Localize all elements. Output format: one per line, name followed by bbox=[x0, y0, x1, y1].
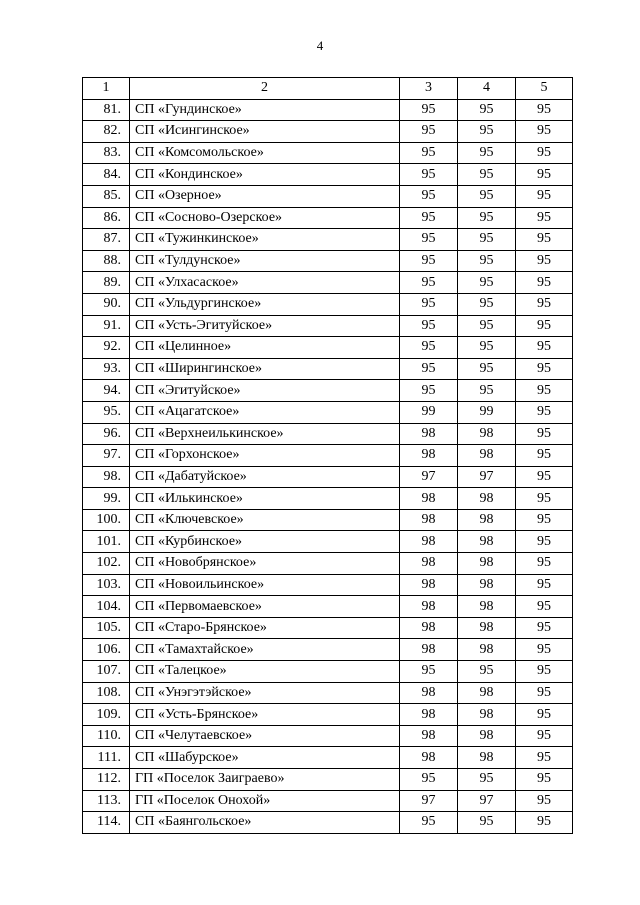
settlement-name: СП «Тужинкинское» bbox=[130, 229, 400, 251]
table-row bbox=[83, 380, 573, 402]
row-number: 83. bbox=[83, 142, 130, 164]
value-col-4: 98 bbox=[458, 574, 516, 596]
value-col-3: 98 bbox=[400, 617, 458, 639]
settlement-name: СП «Тамахтайское» bbox=[130, 639, 400, 661]
row-number: 88. bbox=[83, 250, 130, 272]
value-col-5: 95 bbox=[516, 272, 573, 294]
table-row bbox=[83, 99, 573, 121]
settlement-name: СП «Усть-Брянское» bbox=[130, 704, 400, 726]
table-row bbox=[83, 164, 573, 186]
value-col-5: 95 bbox=[516, 553, 573, 575]
row-number: 89. bbox=[83, 272, 130, 294]
settlement-name: СП «Горхонское» bbox=[130, 445, 400, 467]
settlement-name: СП «Курбинское» bbox=[130, 531, 400, 553]
value-col-5: 95 bbox=[516, 445, 573, 467]
value-col-4: 98 bbox=[458, 596, 516, 618]
row-number: 99. bbox=[83, 488, 130, 510]
table-row bbox=[83, 337, 573, 359]
table-row bbox=[83, 445, 573, 467]
table-row bbox=[83, 121, 573, 143]
value-col-3: 97 bbox=[400, 466, 458, 488]
settlement-name: ГП «Поселок Заиграево» bbox=[130, 769, 400, 791]
value-col-3: 98 bbox=[400, 531, 458, 553]
row-number: 107. bbox=[83, 661, 130, 683]
table-row bbox=[83, 272, 573, 294]
value-col-4: 98 bbox=[458, 725, 516, 747]
settlement-name: СП «Гундинское» bbox=[130, 99, 400, 121]
row-number: 81. bbox=[83, 99, 130, 121]
settlement-name: СП «Талецкое» bbox=[130, 661, 400, 683]
value-col-4: 95 bbox=[458, 380, 516, 402]
table-row bbox=[83, 553, 573, 575]
value-col-3: 95 bbox=[400, 121, 458, 143]
row-number: 91. bbox=[83, 315, 130, 337]
settlement-name: СП «Сосново-Озерское» bbox=[130, 207, 400, 229]
value-col-4: 95 bbox=[458, 661, 516, 683]
settlement-name: СП «Старо-Брянское» bbox=[130, 617, 400, 639]
value-col-3: 98 bbox=[400, 704, 458, 726]
value-col-5: 95 bbox=[516, 812, 573, 834]
table-row bbox=[83, 423, 573, 445]
value-col-3: 95 bbox=[400, 272, 458, 294]
settlement-name: СП «Целинное» bbox=[130, 337, 400, 359]
value-col-4: 95 bbox=[458, 293, 516, 315]
row-number: 97. bbox=[83, 445, 130, 467]
value-col-3: 95 bbox=[400, 769, 458, 791]
value-col-5: 95 bbox=[516, 99, 573, 121]
table-row bbox=[83, 358, 573, 380]
settlement-name: СП «Ширингинское» bbox=[130, 358, 400, 380]
settlement-name: СП «Новобрянское» bbox=[130, 553, 400, 575]
table-row bbox=[83, 704, 573, 726]
table-row bbox=[83, 401, 573, 423]
settlement-name: СП «Первомаевское» bbox=[130, 596, 400, 618]
value-col-4: 95 bbox=[458, 185, 516, 207]
value-col-4: 95 bbox=[458, 337, 516, 359]
row-number: 93. bbox=[83, 358, 130, 380]
column-header: 3 bbox=[400, 78, 458, 100]
row-number: 112. bbox=[83, 769, 130, 791]
value-col-5: 95 bbox=[516, 682, 573, 704]
table-body bbox=[83, 99, 573, 833]
row-number: 110. bbox=[83, 725, 130, 747]
value-col-3: 95 bbox=[400, 358, 458, 380]
value-col-4: 95 bbox=[458, 121, 516, 143]
value-col-5: 95 bbox=[516, 704, 573, 726]
table-row bbox=[83, 250, 573, 272]
value-col-3: 95 bbox=[400, 337, 458, 359]
table-row bbox=[83, 725, 573, 747]
row-number: 113. bbox=[83, 790, 130, 812]
value-col-5: 95 bbox=[516, 315, 573, 337]
settlement-name: СП «Илькинское» bbox=[130, 488, 400, 510]
value-col-4: 95 bbox=[458, 250, 516, 272]
row-number: 86. bbox=[83, 207, 130, 229]
table-row bbox=[83, 682, 573, 704]
row-number: 106. bbox=[83, 639, 130, 661]
value-col-3: 98 bbox=[400, 445, 458, 467]
column-header: 5 bbox=[516, 78, 573, 100]
settlement-name: СП «Тулдунское» bbox=[130, 250, 400, 272]
value-col-4: 98 bbox=[458, 445, 516, 467]
row-number: 82. bbox=[83, 121, 130, 143]
value-col-4: 98 bbox=[458, 682, 516, 704]
table-row bbox=[83, 509, 573, 531]
value-col-3: 98 bbox=[400, 639, 458, 661]
value-col-5: 95 bbox=[516, 358, 573, 380]
settlement-name: СП «Ульдургинское» bbox=[130, 293, 400, 315]
value-col-4: 95 bbox=[458, 229, 516, 251]
value-col-5: 95 bbox=[516, 661, 573, 683]
table-row bbox=[83, 293, 573, 315]
settlement-name: СП «Челутаевское» bbox=[130, 725, 400, 747]
value-col-3: 95 bbox=[400, 142, 458, 164]
table-row bbox=[83, 769, 573, 791]
table-row bbox=[83, 812, 573, 834]
row-number: 109. bbox=[83, 704, 130, 726]
settlement-name: ГП «Поселок Онохой» bbox=[130, 790, 400, 812]
value-col-4: 98 bbox=[458, 639, 516, 661]
value-col-4: 95 bbox=[458, 358, 516, 380]
value-col-4: 98 bbox=[458, 747, 516, 769]
value-col-3: 97 bbox=[400, 790, 458, 812]
value-col-5: 95 bbox=[516, 142, 573, 164]
value-col-4: 95 bbox=[458, 315, 516, 337]
value-col-4: 95 bbox=[458, 769, 516, 791]
settlement-name: СП «Комсомольское» bbox=[130, 142, 400, 164]
page-number: 4 bbox=[316, 38, 324, 53]
value-col-5: 95 bbox=[516, 639, 573, 661]
row-number: 85. bbox=[83, 185, 130, 207]
row-number: 96. bbox=[83, 423, 130, 445]
value-col-5: 95 bbox=[516, 509, 573, 531]
value-col-5: 95 bbox=[516, 380, 573, 402]
value-col-4: 98 bbox=[458, 423, 516, 445]
value-col-3: 98 bbox=[400, 725, 458, 747]
value-col-3: 98 bbox=[400, 509, 458, 531]
value-col-5: 95 bbox=[516, 790, 573, 812]
settlement-name: СП «Улхасаское» bbox=[130, 272, 400, 294]
value-col-5: 95 bbox=[516, 488, 573, 510]
settlement-name: СП «Шабурское» bbox=[130, 747, 400, 769]
value-col-5: 95 bbox=[516, 121, 573, 143]
row-number: 114. bbox=[83, 812, 130, 834]
settlement-name: СП «Исингинское» bbox=[130, 121, 400, 143]
table-row bbox=[83, 661, 573, 683]
row-number: 100. bbox=[83, 509, 130, 531]
row-number: 92. bbox=[83, 337, 130, 359]
value-col-5: 95 bbox=[516, 293, 573, 315]
settlement-name: СП «Ацагатское» bbox=[130, 401, 400, 423]
value-col-4: 95 bbox=[458, 142, 516, 164]
table-row bbox=[83, 596, 573, 618]
column-header: 1 bbox=[83, 78, 130, 100]
settlement-name: СП «Новоильинское» bbox=[130, 574, 400, 596]
settlement-name: СП «Усть-Эгитуйское» bbox=[130, 315, 400, 337]
row-number: 103. bbox=[83, 574, 130, 596]
table-row bbox=[83, 207, 573, 229]
settlement-name: СП «Верхнеилькинское» bbox=[130, 423, 400, 445]
row-number: 108. bbox=[83, 682, 130, 704]
value-col-5: 95 bbox=[516, 337, 573, 359]
table-header-row bbox=[83, 78, 573, 100]
row-number: 90. bbox=[83, 293, 130, 315]
column-header: 4 bbox=[458, 78, 516, 100]
value-col-4: 98 bbox=[458, 704, 516, 726]
value-col-5: 95 bbox=[516, 185, 573, 207]
value-col-3: 95 bbox=[400, 164, 458, 186]
table-row bbox=[83, 229, 573, 251]
value-col-4: 98 bbox=[458, 617, 516, 639]
row-number: 105. bbox=[83, 617, 130, 639]
table-row bbox=[83, 617, 573, 639]
row-number: 102. bbox=[83, 553, 130, 575]
table-row bbox=[83, 747, 573, 769]
row-number: 98. bbox=[83, 466, 130, 488]
table-row bbox=[83, 790, 573, 812]
value-col-5: 95 bbox=[516, 423, 573, 445]
row-number: 104. bbox=[83, 596, 130, 618]
value-col-3: 95 bbox=[400, 315, 458, 337]
value-col-5: 95 bbox=[516, 531, 573, 553]
value-col-5: 95 bbox=[516, 769, 573, 791]
value-col-5: 95 bbox=[516, 747, 573, 769]
row-number: 84. bbox=[83, 164, 130, 186]
settlement-name: СП «Дабатуйское» bbox=[130, 466, 400, 488]
value-col-3: 98 bbox=[400, 488, 458, 510]
settlement-name: СП «Кондинское» bbox=[130, 164, 400, 186]
value-col-4: 97 bbox=[458, 790, 516, 812]
table-row bbox=[83, 574, 573, 596]
value-col-5: 95 bbox=[516, 401, 573, 423]
value-col-3: 95 bbox=[400, 250, 458, 272]
value-col-3: 95 bbox=[400, 185, 458, 207]
value-col-5: 95 bbox=[516, 596, 573, 618]
value-col-3: 99 bbox=[400, 401, 458, 423]
table-row bbox=[83, 488, 573, 510]
value-col-5: 95 bbox=[516, 207, 573, 229]
value-col-5: 95 bbox=[516, 725, 573, 747]
row-number: 101. bbox=[83, 531, 130, 553]
table-row bbox=[83, 315, 573, 337]
value-col-3: 98 bbox=[400, 553, 458, 575]
value-col-3: 95 bbox=[400, 99, 458, 121]
table-row bbox=[83, 531, 573, 553]
value-col-4: 98 bbox=[458, 488, 516, 510]
value-col-4: 99 bbox=[458, 401, 516, 423]
value-col-3: 95 bbox=[400, 812, 458, 834]
value-col-4: 98 bbox=[458, 553, 516, 575]
row-number: 111. bbox=[83, 747, 130, 769]
value-col-5: 95 bbox=[516, 466, 573, 488]
value-col-3: 95 bbox=[400, 380, 458, 402]
value-col-4: 98 bbox=[458, 531, 516, 553]
settlement-name: СП «Баянгольское» bbox=[130, 812, 400, 834]
value-col-4: 95 bbox=[458, 99, 516, 121]
value-col-3: 98 bbox=[400, 682, 458, 704]
value-col-3: 98 bbox=[400, 574, 458, 596]
settlement-name: СП «Ключевское» bbox=[130, 509, 400, 531]
table-row bbox=[83, 466, 573, 488]
value-col-3: 95 bbox=[400, 661, 458, 683]
value-col-4: 95 bbox=[458, 164, 516, 186]
settlement-name: СП «Унэгэтэйское» bbox=[130, 682, 400, 704]
settlement-name: СП «Эгитуйское» bbox=[130, 380, 400, 402]
table-row bbox=[83, 185, 573, 207]
row-number: 95. bbox=[83, 401, 130, 423]
row-number: 87. bbox=[83, 229, 130, 251]
value-col-5: 95 bbox=[516, 250, 573, 272]
value-col-3: 98 bbox=[400, 423, 458, 445]
settlements-table bbox=[82, 77, 573, 834]
value-col-4: 95 bbox=[458, 812, 516, 834]
value-col-3: 95 bbox=[400, 207, 458, 229]
value-col-4: 95 bbox=[458, 207, 516, 229]
row-number: 94. bbox=[83, 380, 130, 402]
value-col-3: 95 bbox=[400, 229, 458, 251]
value-col-5: 95 bbox=[516, 617, 573, 639]
value-col-4: 95 bbox=[458, 272, 516, 294]
value-col-3: 98 bbox=[400, 747, 458, 769]
value-col-4: 98 bbox=[458, 509, 516, 531]
column-header: 2 bbox=[130, 78, 400, 100]
settlement-name: СП «Озерное» bbox=[130, 185, 400, 207]
value-col-3: 98 bbox=[400, 596, 458, 618]
table-row bbox=[83, 639, 573, 661]
value-col-5: 95 bbox=[516, 229, 573, 251]
value-col-5: 95 bbox=[516, 164, 573, 186]
value-col-5: 95 bbox=[516, 574, 573, 596]
value-col-4: 97 bbox=[458, 466, 516, 488]
table-row bbox=[83, 142, 573, 164]
value-col-3: 95 bbox=[400, 293, 458, 315]
